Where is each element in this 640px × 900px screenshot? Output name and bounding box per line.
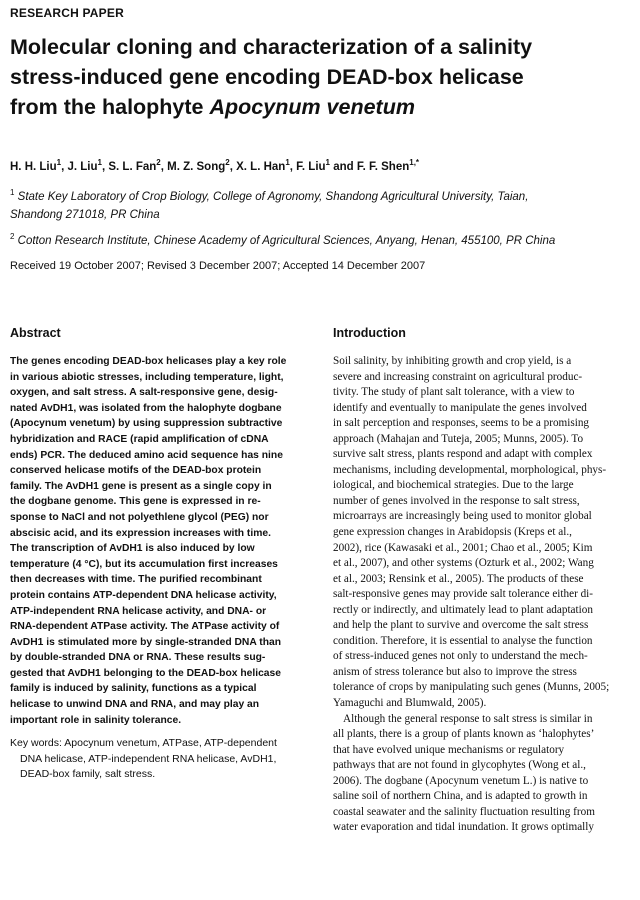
affiliation-line: $^2$ Cotton Research Institute, Chinese Academy of Agricultural Sciences, Anyang, Henan, 455100, PR China (10, 232, 556, 247)
introduction-line: pathways that are not found in glycophytes (Wong et al., (333, 759, 586, 772)
abstract-line: gested that AvDH1 belonging to the DEAD-box helicase (10, 667, 281, 679)
introduction-line: salt-responsive genes may provide salt tolerance either di- (333, 588, 594, 601)
introduction-line: Soil salinity, by inhibiting growth and crop yield, is a (333, 355, 572, 367)
abstract-line: hybridization and RACE (rapid amplification of cDNA (10, 433, 269, 445)
introduction-line: microarrays are increasingly being used to monitor global (333, 510, 592, 523)
introduction-line: that have evolved unique mechanisms or regulatory (333, 743, 565, 756)
abstract-line: nated AvDH1, was isolated from the halophyte dogbane (10, 402, 282, 414)
introduction-line: tolerance of crops by manipulating such genes (Munns, 2005; (333, 681, 610, 694)
abstract-line: AvDH1 is stimulated more by single-stranded DNA than (10, 636, 282, 648)
author-name: H. H. Liu (10, 160, 57, 173)
introduction-line: number of genes involved in the response to salt stress, (333, 494, 580, 507)
affiliation-2 (10, 228, 610, 250)
introduction-line: iological, and biochemical strategies. Due to the large (333, 479, 574, 492)
introduction-line: survive salt stress, plants respond and adapt with complex (333, 448, 593, 461)
author-name: F. F. Shen (356, 160, 410, 173)
abstract-line: conserved helicase motifs of the DEAD-box protein (10, 465, 262, 477)
keywords-line: Key words: Apocynum venetum, ATPase, ATP-dependent (10, 737, 277, 750)
affiliation-marker: 2 (10, 232, 15, 241)
abstract-line: helicase to unwind DNA and RNA, and may play an (10, 699, 260, 711)
introduction-line: water evaporation and tidal inundation. It grows optimally (333, 821, 594, 834)
author-affiliation-marker: 1 (56, 158, 62, 167)
abstract-line: oxygen, and salt stress. A salt-responsive gene, desig- (10, 387, 278, 399)
abstract-line: protein contains ATP-dependent DNA helicase activity, (10, 589, 277, 601)
author-separator: , (61, 160, 68, 173)
author-name: M. Z. Song (167, 160, 226, 173)
author-name: J. Liu (67, 160, 98, 173)
keywords-line: DEAD-box family, salt stress. (20, 768, 156, 781)
author-affiliation-marker: 1,* (409, 158, 420, 167)
introduction-line: severe and increasing constraint on agricultural produc- (333, 370, 583, 383)
author-name: S. L. Fan (108, 160, 157, 173)
abstract-line: ends) PCR. The deduced amino acid sequence has nine (10, 449, 283, 461)
paper-title (10, 32, 610, 122)
title-line: stress-induced gene encoding DEAD-box helicase (10, 65, 524, 89)
title-line: Molecular cloning and characterization of a salinity (10, 35, 533, 59)
keywords (10, 736, 310, 782)
introduction-heading: Introduction (333, 326, 406, 340)
author-separator: , (229, 160, 237, 173)
abstract-line: the dogbane genome. This gene is expressed in re- (10, 496, 261, 508)
abstract-heading: Abstract (10, 326, 61, 340)
received-dates: Received 19 October 2007; Revised 3 December 2007; Accepted 14 December 2007 (10, 260, 426, 272)
introduction-line: all plants, there is a group of plants known as ‘halophytes’ (333, 728, 595, 741)
abstract-line: abscisic acid, and its expression increases with time. (10, 527, 271, 539)
abstract-line: RNA-dependent ATPase activity. The ATPase activity of (10, 621, 280, 633)
introduction-line: and help the plant to survive and overcome the salt stress (333, 619, 589, 632)
introduction-line: saline soil of northern China, and is adapted to growth in (333, 790, 588, 803)
introduction-line: 2002), rice (Kawasaki et al., 2001; Chao et al., 2005; Kim (333, 541, 593, 554)
introduction-line: Yamaguchi and Blumwald, 2005). (333, 697, 487, 710)
introduction-line: identify and eventually to manipulate the genes involved (333, 401, 587, 414)
abstract-line: The genes encoding DEAD-box helicases play a key role (10, 356, 287, 367)
affiliation-line: $^1$ State Key Laboratory of Crop Biology, College of Agronomy, Shandong Agricultural University, Taian, (10, 188, 529, 203)
abstract-line: family. The AvDH1 gene is present as a single copy in (10, 480, 272, 492)
introduction-line: in salt perception and responses, seems to be a promising (333, 417, 590, 430)
author-name: X. L. Han (236, 160, 286, 173)
introduction-line: et al., 2003; Rensink et al., 2005). The products of these (333, 572, 584, 585)
affiliation-line: Shandong 271018, PR China (10, 208, 160, 221)
abstract-line: sponse to NaCl and not polyethlene glycol (PEG) nor (10, 511, 269, 523)
author-separator: , (160, 160, 168, 173)
author-separator: and (330, 160, 357, 173)
keywords-line: DNA helicase, ATP-independent RNA helicase, AvDH1, (20, 752, 277, 765)
introduction-body (333, 354, 635, 836)
author-separator: , (101, 160, 109, 173)
abstract-line: temperature (4 °C), but its accumulation first increases (10, 558, 278, 570)
abstract-line: then decreases with time. The purified recombinant (10, 574, 262, 586)
abstract-body (10, 354, 310, 728)
abstract-line: The transcription of AvDH1 is also induced by low (10, 543, 255, 555)
left-column (10, 326, 310, 782)
introduction-line: tivity. The study of plant salt tolerance, with a view to (333, 386, 575, 399)
author-affiliation-marker: 2 (225, 158, 230, 167)
article-type-label: RESEARCH PAPER (10, 6, 124, 20)
author-affiliation-marker: 1 (325, 158, 330, 167)
affiliation-1 (10, 184, 610, 224)
introduction-line: Although the general response to salt stress is similar in (343, 712, 593, 725)
abstract-line: ATP-independent RNA helicase activity, and DNA- or (10, 605, 267, 617)
introduction-line: mechanisms, including developmental, morphological, phys- (333, 463, 607, 476)
introduction-line: of stress-induced genes not only to understand the mech- (333, 650, 588, 663)
author-affiliation-marker: 1 (97, 158, 102, 167)
author-name: F. Liu (296, 160, 326, 173)
right-column (333, 326, 635, 836)
introduction-line: 2006). The dogbane (Apocynum venetum L.) is native to (333, 774, 589, 787)
abstract-line: (Apocynum venetum) by using suppression subtractive (10, 418, 283, 430)
introduction-line: condition. Therefore, it is essential to analyse the function (333, 634, 593, 647)
introduction-line: coastal seawater and the salinity fluctuation resulting from (333, 805, 595, 818)
title-line-prefix: from the halophyte (10, 95, 210, 119)
introduction-line: rectly or indirectly, and ultimately lead to plant adaptation (333, 603, 593, 616)
introduction-line: gene expression changes in Arabidopsis (Kreps et al., (333, 526, 572, 539)
abstract-line: family is induced by salinity, functions as a typical (10, 683, 257, 695)
introduction-line: et al., 2007), and other systems (Ozturk et al., 2002; Wang (333, 557, 594, 570)
author-affiliation-marker: 1 (285, 158, 290, 167)
author-separator: , (289, 160, 297, 173)
introduction-line: approach (Mahajan and Tuteja, 2005; Munns, 2005). To (333, 432, 584, 445)
author-list (10, 158, 419, 173)
affiliation-marker: 1 (10, 188, 15, 197)
title-species: Apocynum venetum (209, 95, 415, 119)
introduction-line: anism of stress tolerance but also to improve the stress (333, 665, 577, 678)
title-line (10, 92, 610, 122)
abstract-line: by double-stranded DNA or RNA. These results sug- (10, 652, 266, 664)
author-affiliation-marker: 2 (156, 158, 161, 167)
abstract-line: important role in salinity tolerance. (10, 714, 182, 726)
abstract-line: in various abiotic stresses, including temperature, light, (10, 371, 284, 383)
